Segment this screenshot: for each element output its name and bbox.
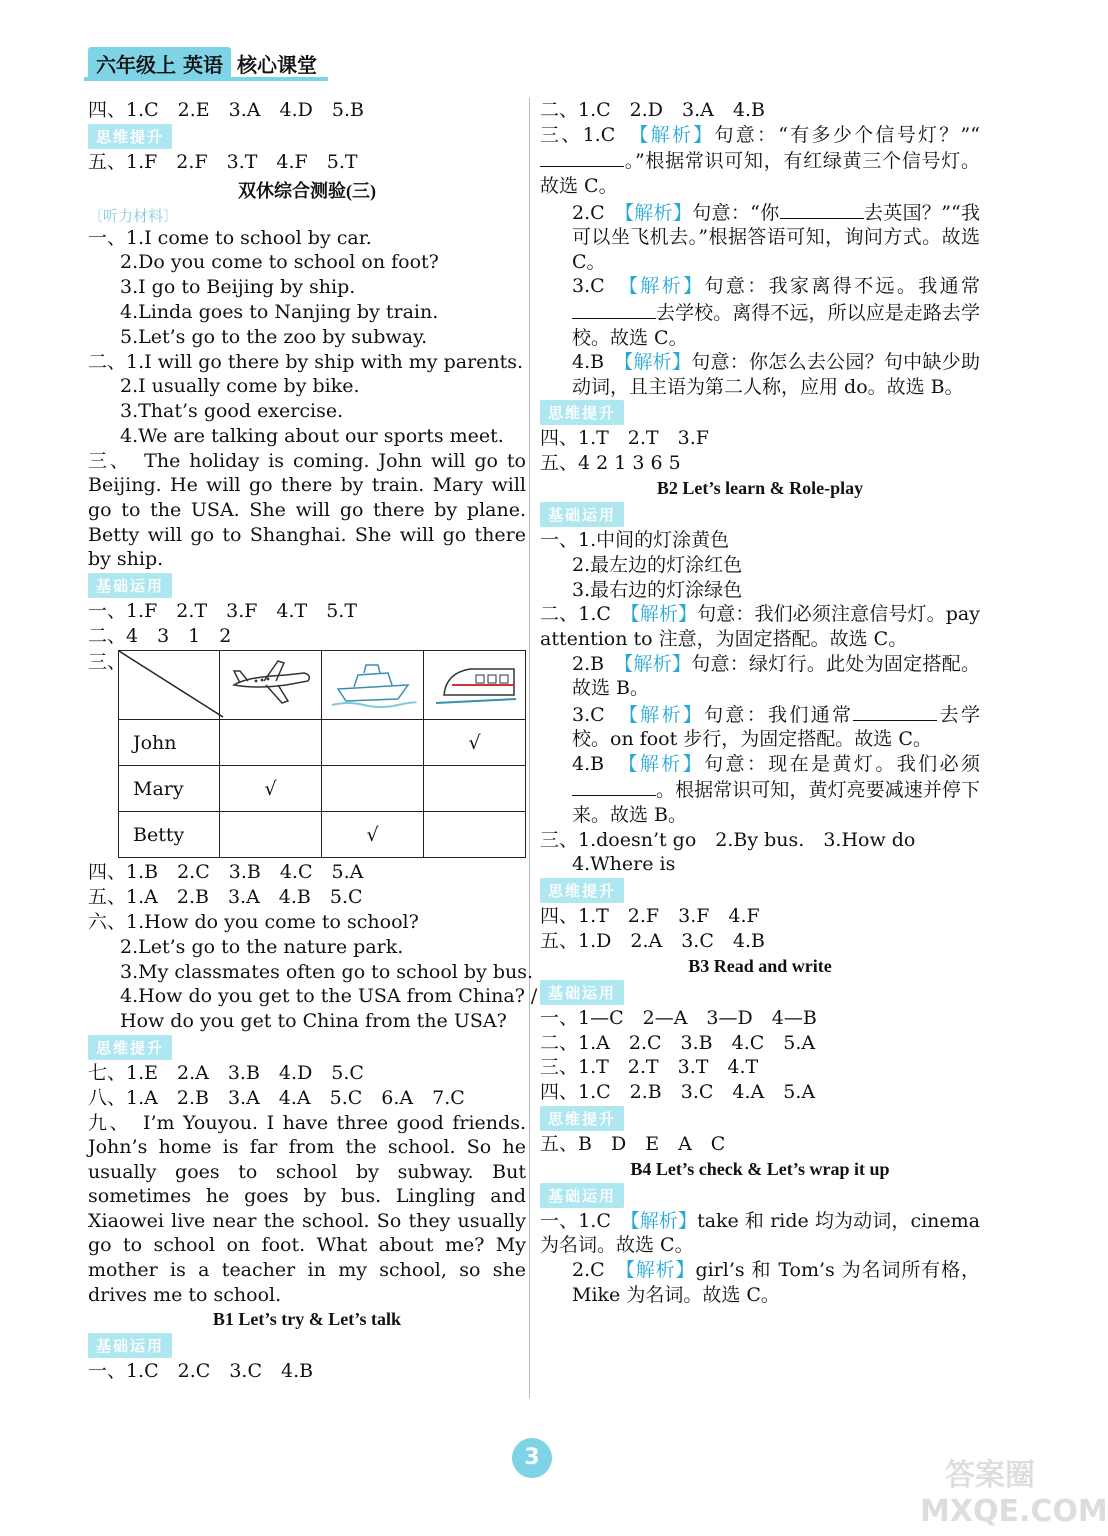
answer-line: 3.I go to Beijing by ship. — [120, 276, 356, 299]
answer-key: 二、1.C — [540, 603, 631, 626]
answer-line: 4.Linda goes to Nanjing by train. — [120, 300, 439, 323]
analysis-tag: 【解析】 — [638, 123, 715, 146]
answer-line: 七、1.E 2.A 3.B 4.D 5.C — [88, 1061, 364, 1084]
analysis-text: girl’s 和 Tom’s 为名词所有格，Mike 为名词。故选 C。 — [572, 1259, 980, 1306]
answer-line: How do you get to China from the USA? — [120, 1010, 507, 1033]
analysis-text: 句意：我们通常 — [704, 703, 854, 726]
analysis-tag: 【解析】 — [624, 201, 693, 224]
answer-key: 3.C — [572, 703, 629, 726]
answer-line: 五、4 2 1 3 6 5 — [540, 452, 681, 475]
watermark-logo: 答案圈 MXQE.COM — [920, 1458, 1108, 1529]
analysis-text: 去英国？”“我可以坐飞机去。”根据答语可知，询问方式。故选 C。 — [572, 201, 981, 273]
answer-line: 六、1.How do you come to school? — [88, 910, 419, 933]
check-cell — [220, 812, 322, 858]
analysis-text: 句意：“有多少个信号灯？”“ — [714, 123, 980, 146]
answer-line: 四、1.C 2.E 3.A 4.D 5.B — [88, 99, 364, 121]
check-cell — [424, 766, 526, 812]
header-underline — [84, 77, 328, 81]
answer-key: 2.C — [572, 201, 625, 224]
explained-answer — [540, 350, 980, 399]
answer-line: 四、1.T 2.T 3.F — [540, 427, 709, 450]
analysis-text: 。”根据常识可知，有红绿黄三个信号灯。故选 C。 — [540, 150, 980, 197]
listening-passage: 三、 The holiday is coming. John will go to Beijing. He will go there by train. Mary will go to the USA. She will go there by plane. Betty will go to Shanghai. She will go there by ship. — [88, 449, 526, 571]
answer-key: 2.B — [572, 652, 624, 675]
check-cell — [220, 720, 322, 766]
page-header — [88, 46, 317, 80]
answer-line: 八、1.A 2.B 3.A 4.A 5.C 6.A 7.C — [88, 1086, 465, 1109]
analysis-text: 句意：我家离得不远。我通常 — [704, 275, 980, 298]
student-name: Mary — [119, 766, 220, 812]
basic-badge: 基础运用 — [540, 502, 624, 527]
answer-line: 2.Do you come to school on foot? — [120, 251, 439, 274]
grade-tag — [88, 47, 231, 80]
answer-key: 4.B — [572, 752, 628, 775]
train-icon — [424, 651, 526, 720]
analysis-tag: 【解析】 — [625, 1259, 696, 1282]
answer-line: 五、B D E A C — [540, 1133, 726, 1156]
basic-badge: 基础运用 — [88, 1333, 172, 1358]
page-number: 3 — [512, 1438, 552, 1478]
analysis-text: 句意：绿灯行。此处为固定搭配。故选 B。 — [572, 652, 980, 700]
analysis-tag: 【解析】 — [628, 275, 705, 298]
answer-line: 五、1.D 2.A 3.C 4.B — [540, 930, 765, 953]
answer-line: 四、1.B 2.C 3.B 4.C 5.A — [88, 861, 364, 884]
table-row — [119, 812, 526, 858]
left-column — [88, 98, 538, 1384]
check-cell: √ — [322, 812, 424, 858]
analysis-tag: 【解析】 — [630, 603, 698, 626]
answer-line: 三、1.doesn’t go 2.By bus. 3.How do — [540, 828, 916, 851]
section-title: B4 Let’s check & Let’s wrap it up — [630, 1158, 890, 1179]
basic-badge: 基础运用 — [540, 1183, 624, 1208]
thinking-badge: 思维提升 — [540, 878, 624, 903]
listening-label: 〔听力材料〕 — [88, 206, 179, 225]
blank-line — [540, 147, 624, 167]
blank-line — [572, 776, 656, 796]
answer-line: 4.We are talking about our sports meet. — [120, 424, 504, 447]
answer-line: 五、1.F 2.F 3.T 4.F 5.T — [88, 150, 358, 173]
student-name: John — [119, 720, 220, 766]
answer-line: 3.My classmates often go to school by bus. — [120, 960, 534, 983]
answer-line: 4.How do you get to the USA from China? / — [120, 985, 538, 1008]
basic-badge: 基础运用 — [88, 573, 172, 598]
answer-line: 一、1—C 2—A 3—D 4—B — [540, 1006, 817, 1029]
ship-icon — [322, 651, 424, 720]
analysis-text: 句意：我们必须注意信号灯。pay attention to 注意，为固定搭配。故选 C。 — [540, 603, 980, 650]
thinking-badge: 思维提升 — [88, 1035, 172, 1060]
answer-line: 二、1.A 2.C 3.B 4.C 5.A — [540, 1031, 816, 1054]
answer-line: 三、1.T 2.T 3.T 4.T — [540, 1056, 759, 1079]
analysis-text: 去学校。on foot 步行，为固定搭配。故选 C。 — [572, 703, 980, 751]
answer-line: 一、1.C 2.C 3.C 4.B — [88, 1360, 314, 1383]
subject-label: 英语 — [182, 52, 223, 77]
analysis-tag: 【解析】 — [627, 752, 705, 775]
answer-line: 2.I usually come by bike. — [120, 375, 360, 398]
analysis-tag: 【解析】 — [628, 703, 705, 726]
basic-badge: 基础运用 — [540, 980, 624, 1005]
thinking-badge: 思维提升 — [540, 1106, 624, 1131]
book-title: 核心课堂 — [236, 52, 317, 77]
explained-answer — [540, 1258, 980, 1307]
explained-answer — [540, 199, 980, 275]
section-title: B3 Read and write — [688, 955, 832, 976]
answer-key: 一、1.C — [540, 1209, 631, 1232]
writing-sample: 九、 I’m Youyou. I have three good friends. John’s home is far from the school. So he usually goes to school by subway. But sometimes he goes by bus. Lingling and Xiaowei live near the school. So they usually go to school on foot. What about me? My mother is a teacher in my school, so she drives me to school. — [88, 1111, 526, 1306]
student-name: Betty — [119, 812, 220, 858]
answer-line: 四、1.C 2.B 3.C 4.A 5.A — [540, 1081, 816, 1104]
analysis-tag: 【解析】 — [623, 652, 692, 675]
check-cell — [322, 720, 424, 766]
answer-line: 二、4 3 1 2 — [88, 624, 232, 647]
explained-answer — [540, 752, 980, 828]
plane-icon — [220, 651, 322, 720]
analysis-text: 句意：“你 — [692, 201, 780, 224]
answer-line: 一、1.F 2.T 3.F 4.T 5.T — [88, 599, 358, 622]
answer-line: 2.Let’s go to the nature park. — [120, 935, 404, 958]
analysis-tag: 【解析】 — [630, 1209, 698, 1232]
answer-key: 4.B — [572, 351, 624, 374]
answer-line: 一、1.中间的灯涂黄色 — [540, 528, 730, 551]
analysis-tag: 【解析】 — [623, 351, 692, 374]
blank-line — [853, 701, 937, 721]
explained-answer — [540, 602, 980, 651]
grade-label: 六年级上 — [96, 52, 176, 77]
explained-answer — [540, 274, 980, 350]
blank-line — [572, 299, 656, 319]
answer-line: 2.最左边的灯涂红色 — [572, 553, 743, 576]
answer-key: 2.C — [572, 1259, 626, 1282]
answer-line: 五、1.A 2.B 3.A 4.B 5.C — [88, 886, 363, 909]
check-cell: √ — [424, 720, 526, 766]
answer-line: 二、1.I will go there by ship with my parents. — [88, 350, 524, 373]
explained-answer — [540, 1209, 980, 1258]
table-row — [119, 720, 526, 766]
diagonal-cell — [119, 651, 220, 720]
answer-line: 三、 — [88, 651, 127, 674]
transport-table — [118, 650, 526, 858]
diagonal-line — [119, 651, 223, 717]
analysis-text: 。根据常识可知，黄灯亮要减速并停下来。故选 B。 — [572, 779, 980, 827]
answer-line: 一、1.I come to school by car. — [88, 226, 372, 249]
answer-line: 3.最右边的灯涂绿色 — [572, 578, 743, 601]
answer-key: 3.C — [572, 275, 629, 298]
check-cell: √ — [220, 766, 322, 812]
analysis-text: 句意：你怎么去公园？句中缺少助动词，且主语为第二人称，应用 do。故选 B。 — [572, 351, 980, 398]
check-cell — [424, 812, 526, 858]
answer-line: 4.Where is — [572, 853, 676, 876]
answer-line: 5.Let’s go to the zoo by subway. — [120, 325, 428, 348]
analysis-text: 去学校。离得不远，所以应是走路去学校。故选 C。 — [572, 301, 980, 349]
answer-key: 三、1.C — [540, 123, 639, 146]
explained-answer — [540, 652, 980, 701]
section-title: 双休综合测验(三) — [238, 180, 376, 201]
right-column — [540, 98, 980, 1307]
answer-line: 四、1.T 2.F 3.F 4.F — [540, 905, 760, 928]
section-title: B1 Let’s try & Let’s talk — [212, 1309, 402, 1330]
thinking-badge: 思维提升 — [88, 124, 172, 149]
answer-line: 3.That’s good exercise. — [120, 400, 344, 423]
section-title: B2 Let’s learn & Role-play — [656, 477, 864, 498]
column-divider — [529, 98, 530, 1398]
check-cell — [322, 766, 424, 812]
listening-text: 听力材料 — [103, 206, 164, 225]
explained-answer — [540, 123, 980, 199]
analysis-text: 句意：现在是黄灯。我们必须 — [704, 752, 980, 775]
analysis-text: take 和 ride 均为动词，cinema 为名词。故选 C。 — [540, 1209, 980, 1257]
table-row — [119, 766, 526, 812]
answer-line: 二、1.C 2.D 3.A 4.B — [540, 99, 765, 121]
explained-answer — [540, 701, 980, 752]
blank-line — [780, 199, 864, 219]
thinking-badge: 思维提升 — [540, 400, 624, 425]
